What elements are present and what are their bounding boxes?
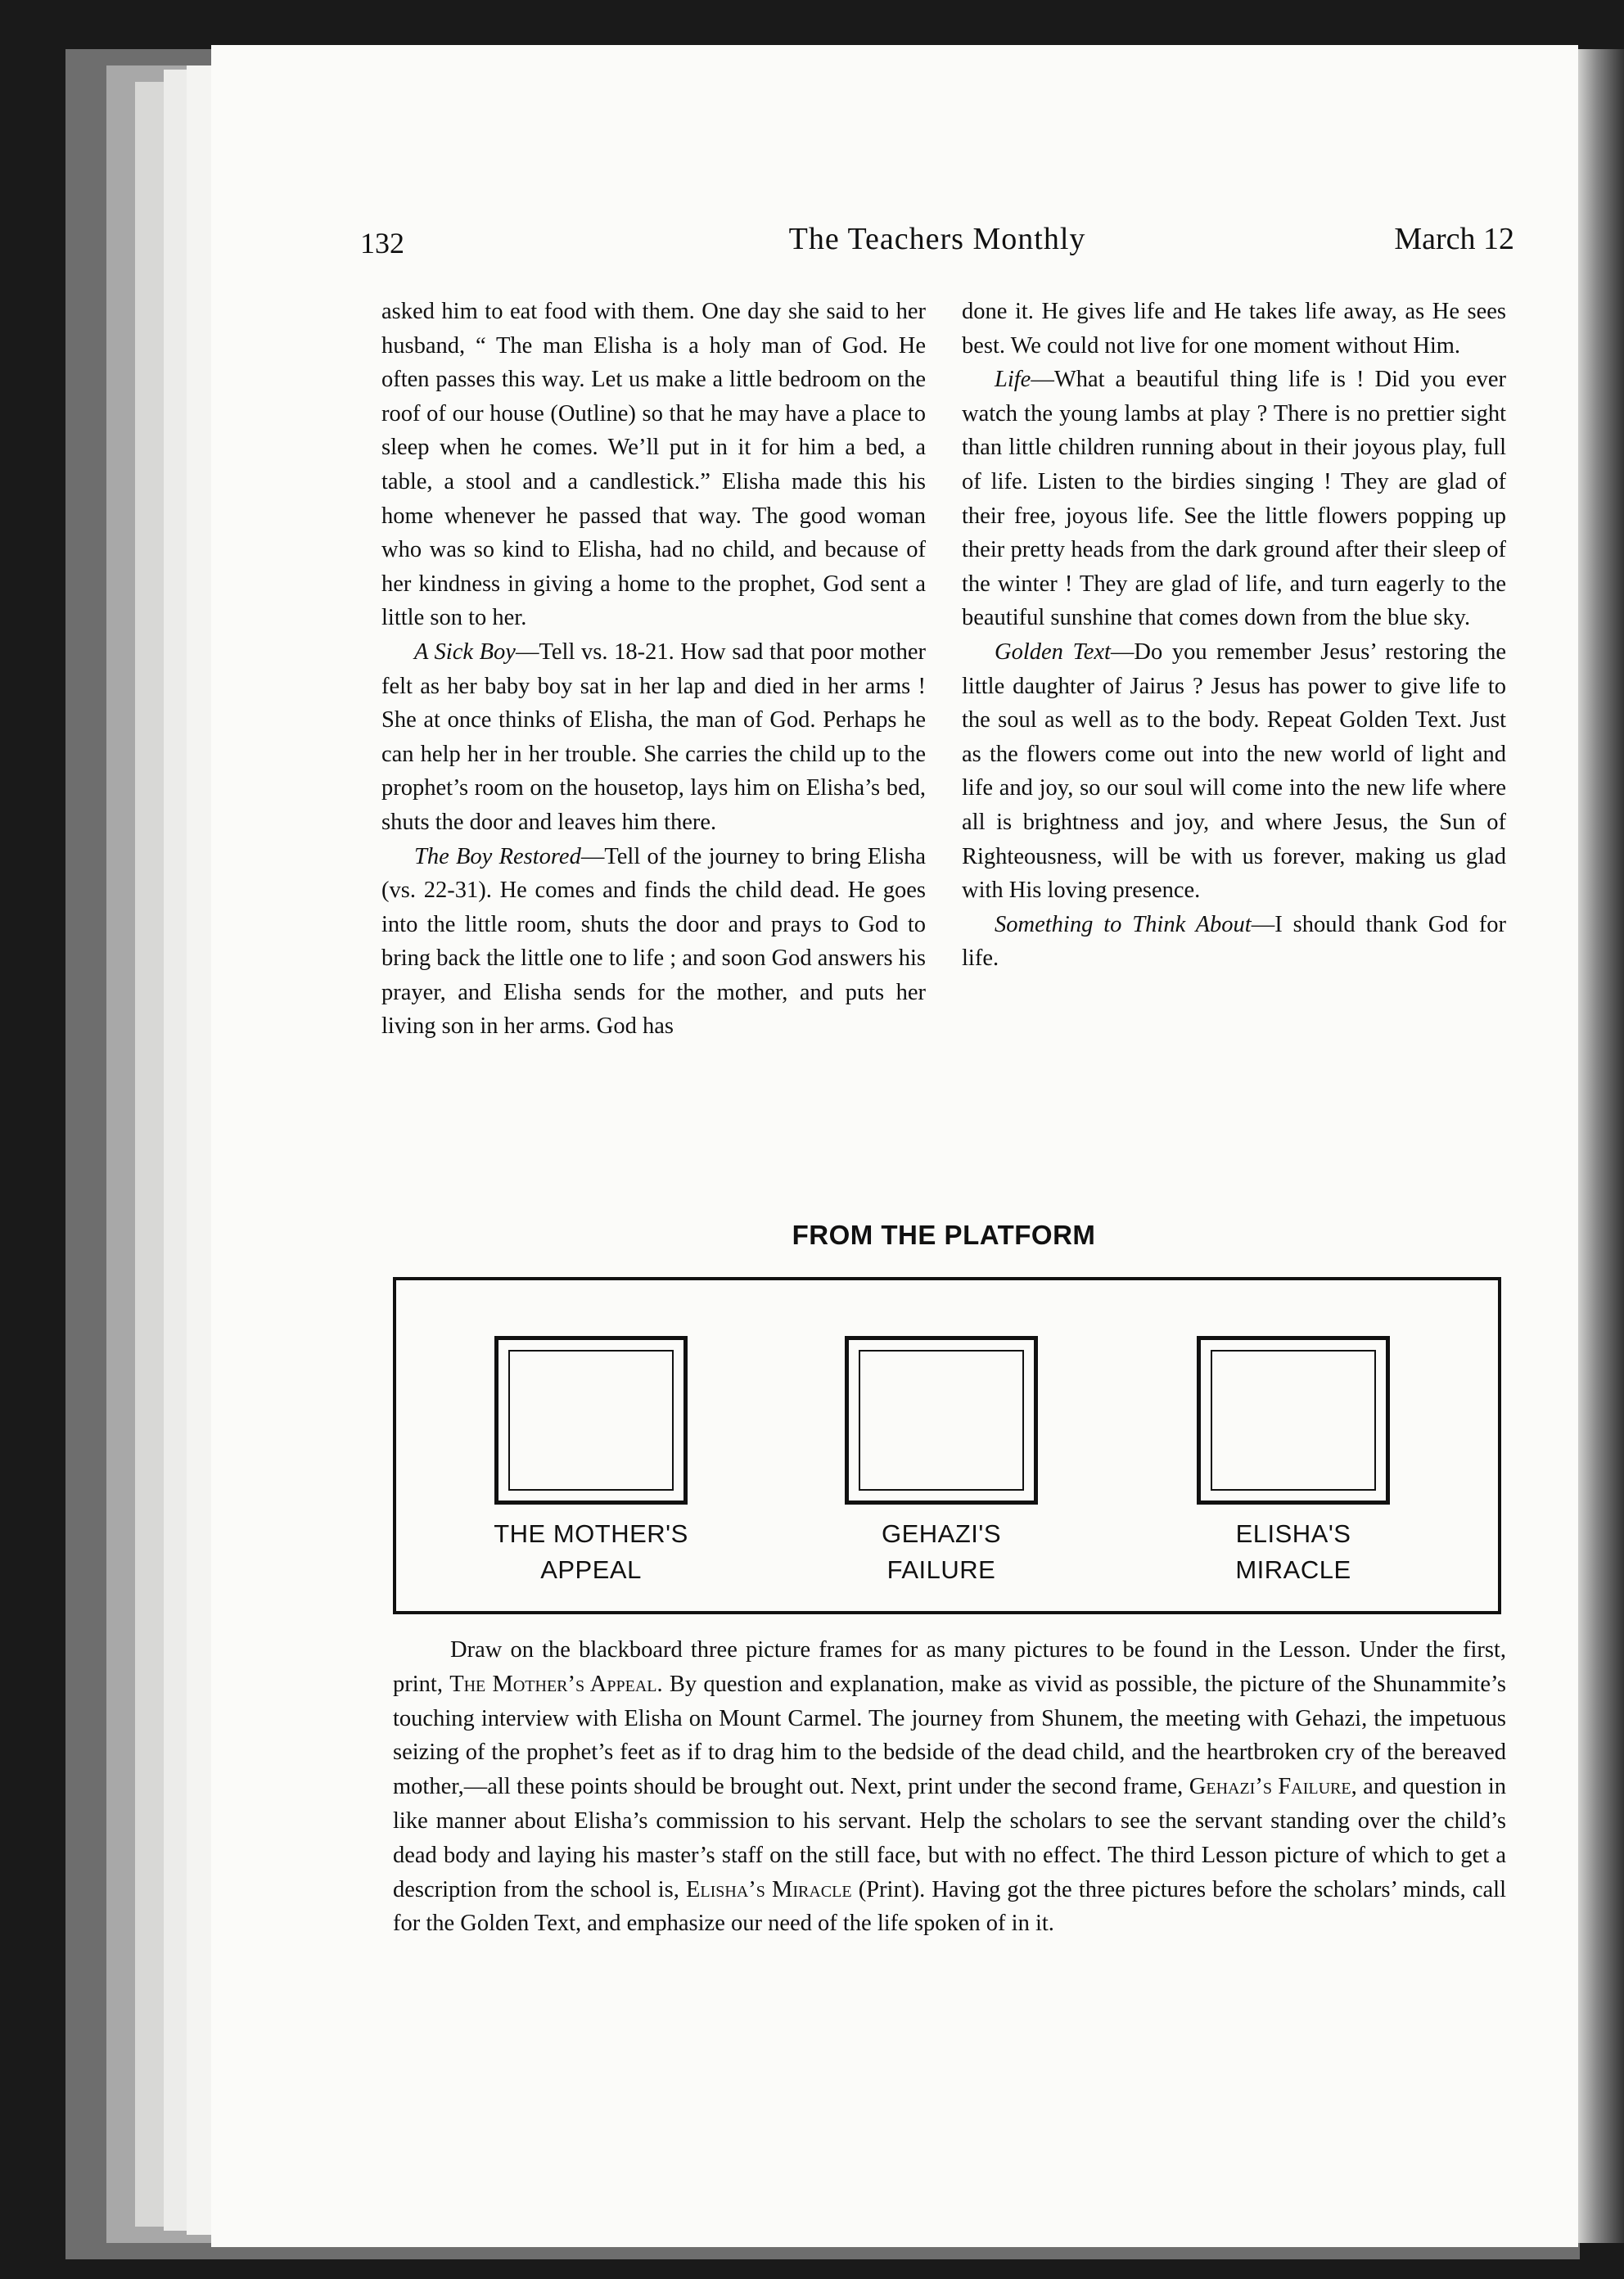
picture-frame-inner: [508, 1350, 674, 1491]
section-heading: FROM THE PLATFORM: [792, 1220, 1096, 1250]
section-lead: Golden Text: [995, 639, 1111, 665]
paragraph-text: —What a beautiful thing life is ! Did you ever watch the young lambs at play ? There is no prettier sight than little children running about in their joyous play, full of life. Listen to the birdies singing ! They are glad of their free, joyous life. See the little flowers popping up their pretty heads from the dark ground after their sleep of the winter ! They are glad of life, and turn eagerly to the beautiful sunshine that comes down from the blue sky.: [962, 367, 1506, 631]
right-column: [962, 295, 1506, 1044]
small-caps-title: The Mother’s Appeal: [449, 1671, 657, 1697]
paragraph: [381, 840, 926, 1045]
page-number: 132: [360, 227, 404, 259]
picture-frame: [494, 1336, 688, 1505]
section-lead: A Sick Boy: [414, 639, 516, 665]
paragraph-text: Draw on the blackboard three picture frames for as many pictures to be found in the Lesson. Under the first, print,: [393, 1637, 1506, 1697]
journal-title: The Teachers Monthly: [788, 222, 1086, 256]
small-caps-title: Elisha’s Miracle: [685, 1876, 852, 1902]
issue-date: March 12: [1394, 222, 1514, 256]
paragraph: [962, 363, 1506, 635]
paragraph-text: —Tell vs. 18-21. How sad that poor mother felt as her baby boy sat in her lap and died in her arms ! She at once thinks of Elisha, the man of God. Perhaps he can help her in her trouble. She carries the child up to the prophet’s room on the housetop, lays him on Elisha’s bed, shuts the door and leaves him there.: [381, 639, 926, 835]
paragraph: [962, 908, 1506, 976]
picture-frame-inner: [1211, 1350, 1376, 1491]
paragraph-text: —I should thank God for life.: [962, 911, 1507, 972]
paragraph: [393, 1633, 1506, 1941]
picture-frame: [1197, 1336, 1390, 1505]
paragraph: done it. He gives life and He takes life away, as He sees best. We could not live for one moment without Him.: [962, 299, 1506, 359]
frame-caption: GEHAZI'S FAILURE: [882, 1519, 1001, 1584]
instructions-paragraph: [393, 1633, 1506, 1941]
paragraph: [381, 635, 926, 840]
paragraph-text: —Do you remember Jesus’ restoring the little daughter of Jairus ? Jesus has power to give life to the soul as well as to the body. Repeat Golden Text. Just as the flowers come out into the new world of light and life and joy, so our soul will come into the new life where all is brightness and joy, and where Jesus, the Sun of Righteousness, will be with us forever, making us glad with His loving presence.: [962, 639, 1506, 904]
frame-caption: ELISHA'S MIRACLE: [1235, 1519, 1351, 1584]
paragraph: asked him to eat food with them. One day she said to her husband, “ The man Elisha is a holy man of God. He often passes this way. Let us make a little bedroom on the roof of our house (Outline) so that he may have a place to sleep when he comes. We’ll put in it for him a bed, a table, a stool and a candlestick.” Elisha made this his home whenever he passed that way. The good woman who was so kind to Elisha, had no child, and because of her kindness in giving a home to the prophet, God sent a little son to her.: [381, 299, 926, 631]
frame-caption: THE MOTHER'S APPEAL: [494, 1519, 688, 1584]
paragraph-text: , and question in like manner about Elisha’s commission to his servant. Help the scholars to see the servant standing over the child’s dead body and laying his master’s staff on the still face, but with no effect. The third Lesson picture of which to get a description from the school is,: [393, 1774, 1506, 1902]
paragraph-text: —Tell of the journey to bring Elisha (vs. 22-31). He comes and finds the child dead. He goes into the little room, shuts the door and prays to God to bring back the little one to life ; and soon God answers his prayer, and Elisha sends for the mother, and puts her living son in her arms. God has: [381, 843, 926, 1040]
left-column: [381, 295, 926, 1044]
small-caps-title: Gehazi’s Failure: [1189, 1774, 1351, 1800]
section-lead: Something to Think About: [995, 911, 1252, 937]
paragraph-text: . By question and explanation, make as vivid as possible, the picture of the Shunammite’s touching interview with Elisha on Mount Carmel. The journey from Shunem, the meeting with Gehazi, the impetuous seizing of the prophet’s feet as if to drag him to the bedside of the dead child, and the heartbroken cry of the bereaved mother,—all these points should be brought out. Next, print under the second frame,: [393, 1671, 1507, 1800]
section-lead: Life: [995, 367, 1031, 393]
picture-frame-group: [778, 1336, 1105, 1588]
picture-frame-inner: [859, 1350, 1024, 1491]
picture-frame-group: [427, 1336, 755, 1588]
blackboard-diagram: [393, 1277, 1501, 1614]
section-lead: The Boy Restored: [414, 843, 581, 869]
picture-frame-group: [1130, 1336, 1457, 1588]
picture-frame: [845, 1336, 1038, 1505]
running-head: [360, 221, 1514, 270]
paragraph: [962, 635, 1506, 908]
paragraph-text: (Print). Having got the three pictures before the scholars’ minds, call for the Golden Text, and emphasize our need of the life spoken of in it.: [393, 1876, 1507, 1937]
book-spine: [1578, 49, 1624, 2243]
two-column-body: [381, 295, 1506, 1044]
